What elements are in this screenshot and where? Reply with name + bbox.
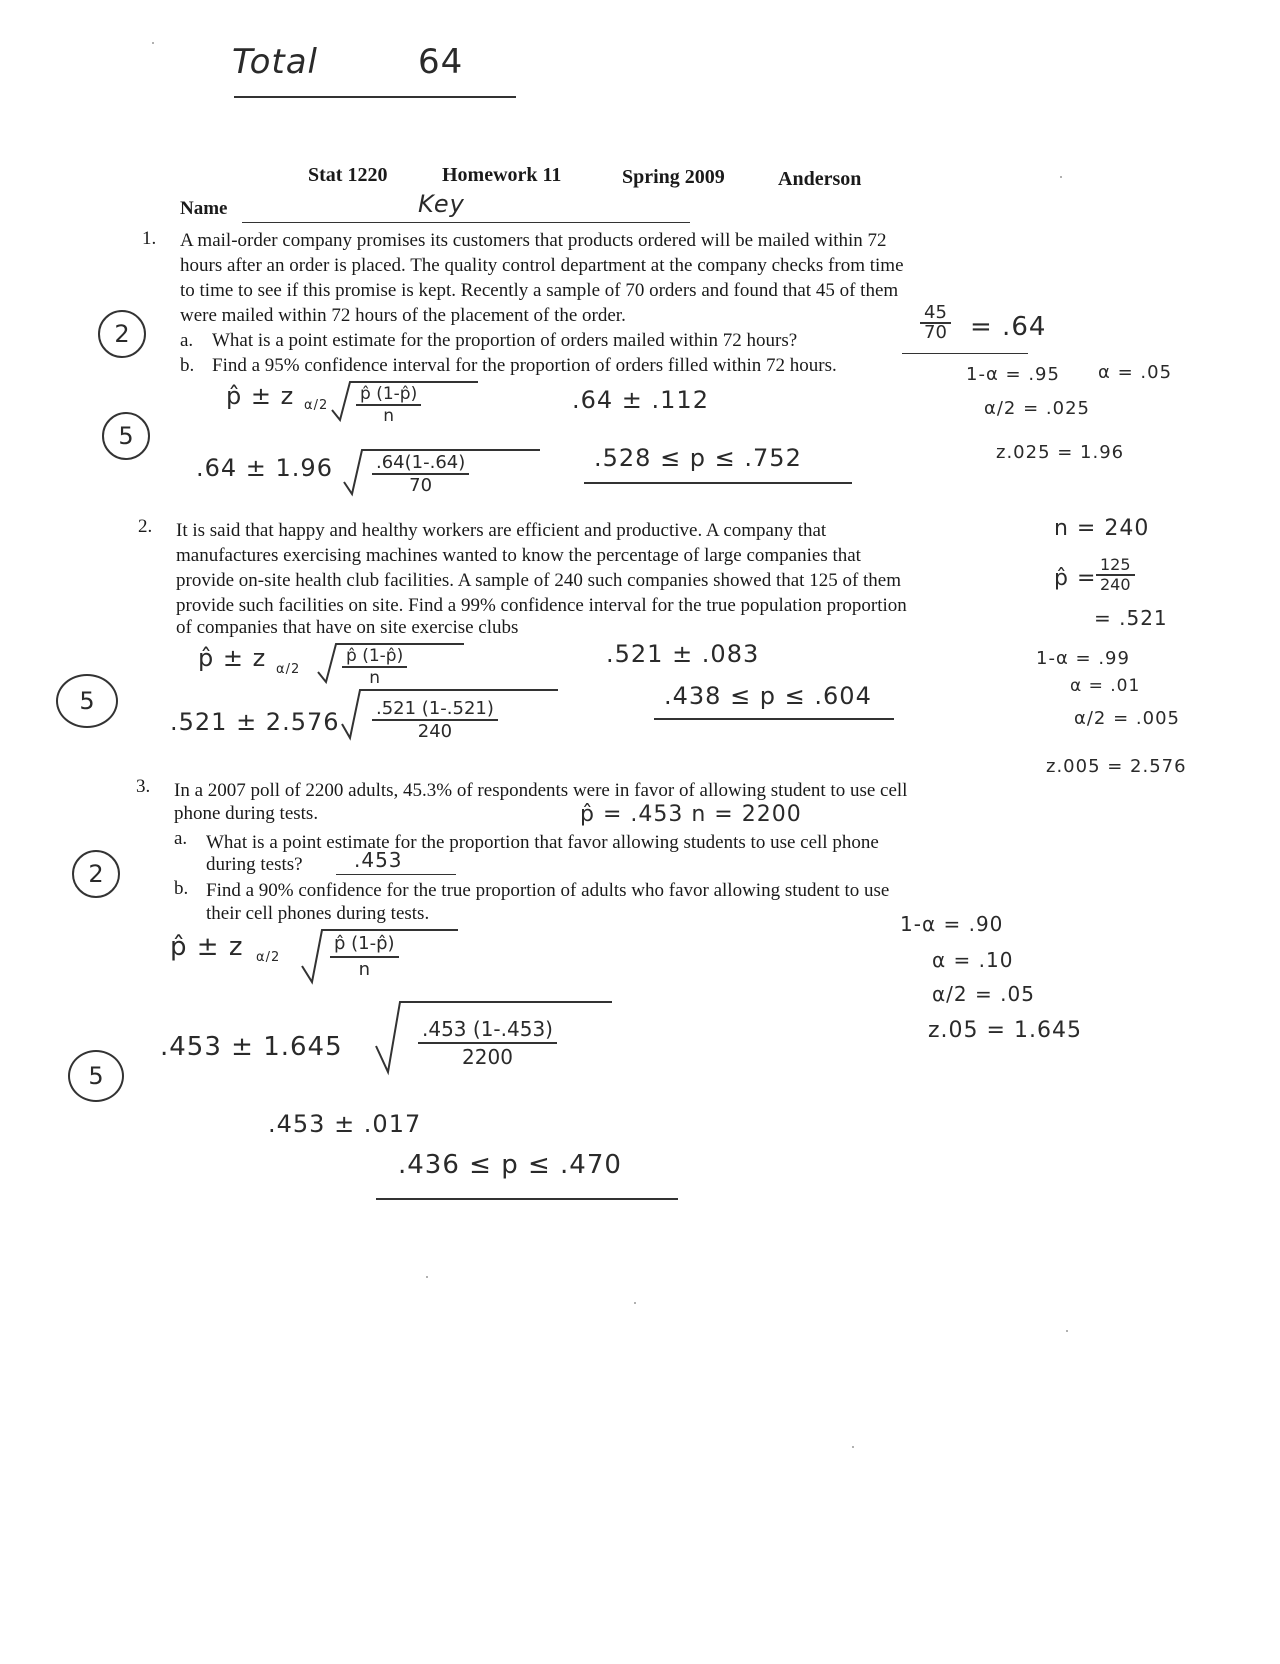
q1-text-line-4: were mailed within 72 hours of the placement of the order. — [180, 305, 626, 326]
handwritten-total-label: Total — [232, 42, 318, 82]
scan-speck — [426, 1276, 428, 1278]
q3-given-handwritten: p̂ = .453 n = 2200 — [580, 802, 802, 827]
header-instructor: Anderson — [778, 168, 862, 190]
q2-text-line-2: manufactures exercising machines wanted to know the percentage of large companies that — [176, 545, 861, 566]
scan-speck — [1066, 1330, 1068, 1332]
scan-speck — [152, 42, 154, 44]
q3-substitution-fraction: $\frac{.453 (1-.453)}{2200}$ — [418, 1016, 557, 1070]
q2-text-line-1: It is said that happy and healthy workers are efficient and productive. A company that — [176, 520, 827, 541]
q1-number: 1. — [142, 228, 157, 249]
q2-formula-sub: α/2 — [276, 662, 301, 677]
q3-margin-handwritten: .453 ± .017 — [268, 1110, 422, 1138]
name-label: Name — [180, 198, 228, 219]
q2-side-phat-value: = .521 — [1094, 606, 1168, 630]
q3a-text-line-2: during tests? — [206, 854, 303, 875]
q2-margin-handwritten: .521 ± .083 — [606, 640, 760, 668]
handwritten-total-score: 64 — [418, 42, 464, 82]
q3-interval-underline — [376, 1198, 678, 1200]
q2-side-note-1: 1-α = .99 — [1036, 648, 1130, 669]
q2-interval-underline — [654, 718, 894, 720]
q3b-text-line-2: their cell phones during tests. — [206, 903, 430, 924]
q2-text-line-5: of companies that have on site exercise clubs — [176, 617, 519, 638]
q1-formula-sub: α/2 — [304, 398, 329, 413]
q3a-score-circle: 2 — [72, 850, 120, 898]
q3a-answer-line — [336, 874, 456, 875]
scan-speck — [634, 1302, 636, 1304]
q2-formula-fraction: $\frac{p̂ (1-p̂)}{n}$ — [342, 646, 407, 688]
q1a-point-estimate-handwritten: = .64 — [970, 312, 1047, 342]
q1-formula-lead: p̂ ± z — [226, 382, 295, 410]
q1-side-note-2: α = .05 — [1098, 362, 1173, 383]
q1b-label: b. — [180, 355, 195, 376]
q3-formula-fraction: $\frac{p̂ (1-p̂)}{n}$ — [330, 932, 399, 982]
q1-side-note-4: z.025 = 1.96 — [996, 442, 1125, 463]
q3-side-note-2: α = .10 — [932, 948, 1014, 972]
q1-side-note-3: α/2 = .025 — [984, 398, 1090, 419]
scan-speck — [1060, 176, 1062, 178]
q1-interval-underline — [584, 482, 852, 484]
q2-interval-handwritten: .438 ≤ p ≤ .604 — [664, 682, 872, 710]
q1a-score-circle: 2 — [98, 310, 146, 358]
q2-side-phat-lead: p̂ = — [1054, 566, 1097, 591]
q1-substitution-fraction: $\frac{.64(1-.64)}{70}$ — [372, 452, 469, 496]
q1-text-line-3: to time to see if this promise is kept. Recently a sample of 70 orders and found that 45 of them — [180, 280, 899, 301]
q2-substitution-fraction: $\frac{.521 (1-.521)}{240}$ — [372, 698, 498, 742]
q2-score-circle: 5 — [56, 674, 118, 728]
q1-text-line-2: hours after an order is placed. The quality control department at the company checks from time — [180, 255, 904, 276]
q2-side-note-3: α/2 = .005 — [1074, 708, 1180, 729]
q3b-text-line-1: Find a 90% confidence for the true proportion of adults who favor allowing student to use — [206, 880, 890, 901]
q2-side-note-4: z.005 = 2.576 — [1046, 756, 1187, 777]
q3-interval-handwritten: .436 ≤ p ≤ .470 — [398, 1150, 622, 1180]
q3a-text-line-1: What is a point estimate for the proportion that favor allowing students to use cell phone — [206, 832, 879, 853]
q1-interval-handwritten: .528 ≤ p ≤ .752 — [594, 444, 802, 472]
q3b-label: b. — [174, 878, 189, 899]
header-term: Spring 2009 — [622, 166, 725, 188]
scan-speck — [852, 1446, 854, 1448]
q1b-score-circle: 5 — [102, 412, 150, 460]
q2-formula-lead: p̂ ± z — [198, 644, 267, 672]
q3-formula-lead: p̂ ± z — [170, 932, 244, 962]
q3-text-line-2: phone during tests. — [174, 803, 319, 824]
q1-margin-handwritten: .64 ± .112 — [572, 386, 709, 414]
q3b-score-circle: 5 — [68, 1050, 124, 1102]
q3-formula-sub: α/2 — [256, 950, 281, 965]
q2-text-line-3: provide on-site health club facilities. A sample of 240 such companies showed that 125 of them — [176, 570, 902, 591]
q3a-label: a. — [174, 828, 188, 849]
q1a-text: What is a point estimate for the proportion of orders mailed within 72 hours? — [212, 330, 798, 351]
q2-side-note-2: α = .01 — [1070, 676, 1141, 696]
q3-substitution-lead: .453 ± 1.645 — [160, 1032, 343, 1062]
header-assignment: Homework 11 — [442, 164, 562, 186]
q1-formula-fraction: $\frac{p̂ (1-p̂)}{n}$ — [356, 384, 421, 426]
q2-text-line-4: provide such facilities on site. Find a 99% confidence interval for the true population proportion — [176, 595, 907, 616]
q1a-fraction-handwritten: $\frac{45}{70}$ — [920, 304, 951, 342]
q1b-text: Find a 95% confidence interval for the proportion of orders filled within 72 hours. — [212, 355, 837, 376]
q2-side-n: n = 240 — [1054, 516, 1150, 541]
name-value-handwritten: Key — [418, 190, 465, 218]
q2-substitution-lead: .521 ± 2.576 — [170, 708, 340, 736]
q1-text-line-1: A mail-order company promises its customers that products ordered will be mailed within 72 — [180, 230, 887, 251]
header-course: Stat 1220 — [308, 164, 388, 186]
q1-substitution-lead: .64 ± 1.96 — [196, 454, 333, 482]
q3-side-note-1: 1-α = .90 — [900, 912, 1004, 936]
q2-number: 2. — [138, 516, 153, 537]
name-underline — [242, 222, 690, 223]
q3-text-line-1: In a 2007 poll of 2200 adults, 45.3% of respondents were in favor of allowing student to use cell — [174, 780, 908, 801]
q3-number: 3. — [136, 776, 151, 797]
total-underline — [234, 96, 516, 98]
q1a-label: a. — [180, 330, 194, 351]
q3-side-note-4: z.05 = 1.645 — [928, 1018, 1082, 1043]
q3-side-note-3: α/2 = .05 — [932, 982, 1035, 1006]
q1a-answer-line — [902, 353, 1028, 354]
q1-side-note-1: 1-α = .95 — [966, 364, 1060, 385]
q3a-point-estimate-handwritten: .453 — [354, 848, 403, 872]
q2-side-phat-fraction: $\frac{125}{240}$ — [1096, 556, 1135, 594]
